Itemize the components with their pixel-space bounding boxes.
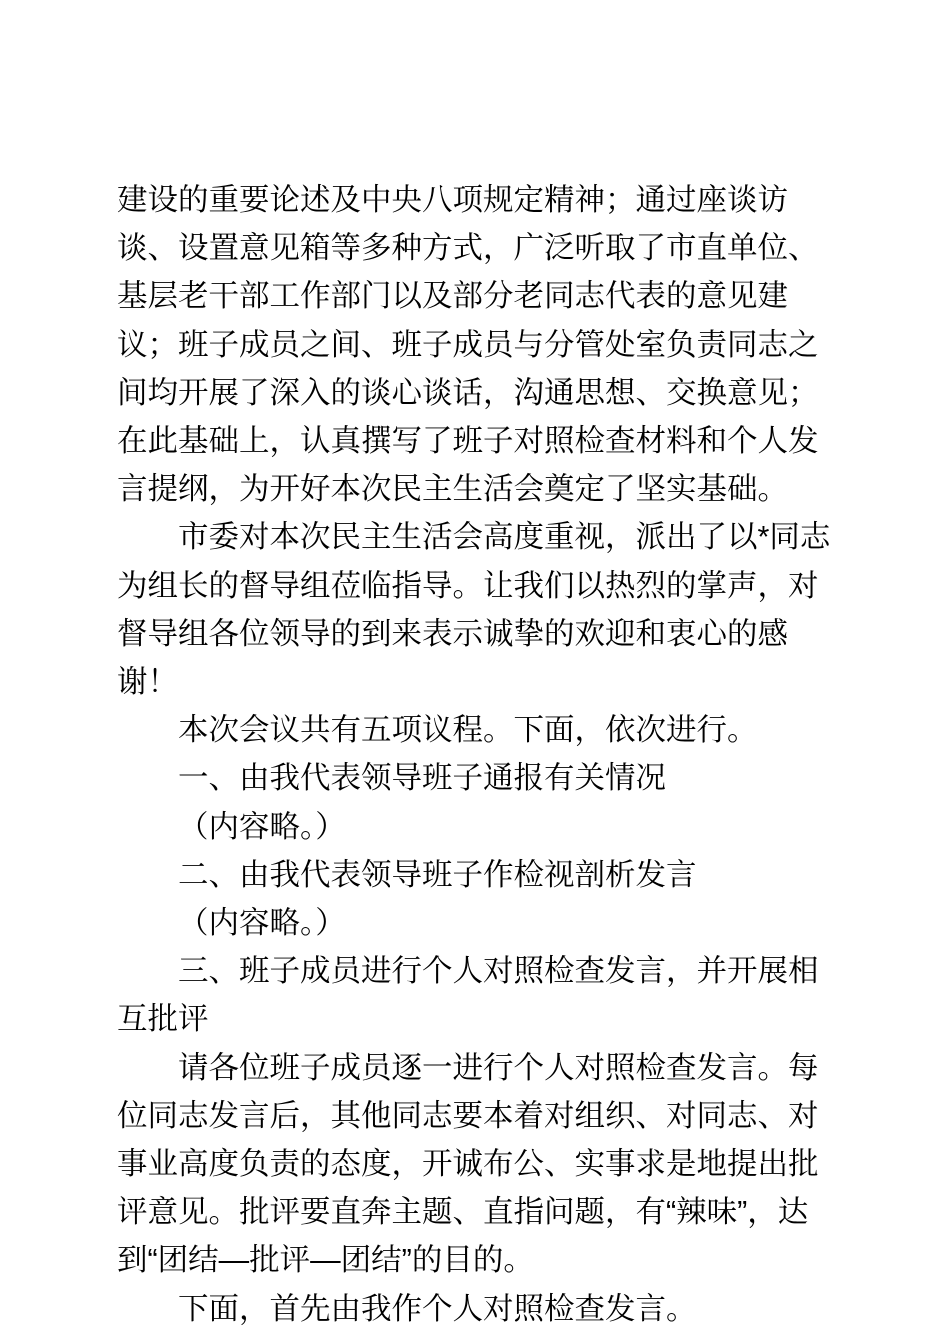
agenda-item-one: 一、由我代表领导班子通报有关情况 [178,761,666,796]
paragraph-preparation-continued: 建设的重要论述及中央八项规定精神；通过座谈访谈、设置意见箱等多种方式，广泛听取了市直单位、基层老干部工作部门以及部分老同志代表的意见建议；班子成员之间、班子成员与分管处室负责同志之间均开展了深入的谈心谈话，沟通思想、交换意见；在此基础上，认真撰写了班子对照检查材料和个人发言提纲，为开好本次民主生活会奠定了坚实基础。 [117,183,819,507]
paragraph-mutual-criticism-instructions: 请各位班子成员逐一进行个人对照检查发言。每位同志发言后，其他同志要本着对组织、对同志、对事业高度负责的态度，开诚布公、实事求是地提出批评意见。批评要直奔主题、直指问题，有“辣味”，达到“团结—批评—团结”的目的。 [117,1050,819,1278]
document-text-body [117,176,834,1333]
agenda-item-two-content-omitted: （内容略。） [178,906,346,941]
paragraph-supervision-group-welcome: 市委对本次民主生活会高度重视，派出了以*同志为组长的督导组莅临指导。让我们以热烈的掌声，对督导组各位领导的到来表示诚挚的欢迎和衷心的感谢！ [117,520,831,700]
agenda-item-two: 二、由我代表领导班子作检视剖析发言 [178,857,697,892]
paragraph-closing-self-examination: 下面，首先由我作个人对照检查发言。 [178,1291,697,1326]
paragraph-agenda-intro: 本次会议共有五项议程。下面，依次进行。 [178,713,758,748]
agenda-item-one-content-omitted: （内容略。） [178,809,346,844]
agenda-item-three: 三、班子成员进行个人对照检查发言，并开展相互批评 [117,954,819,1037]
